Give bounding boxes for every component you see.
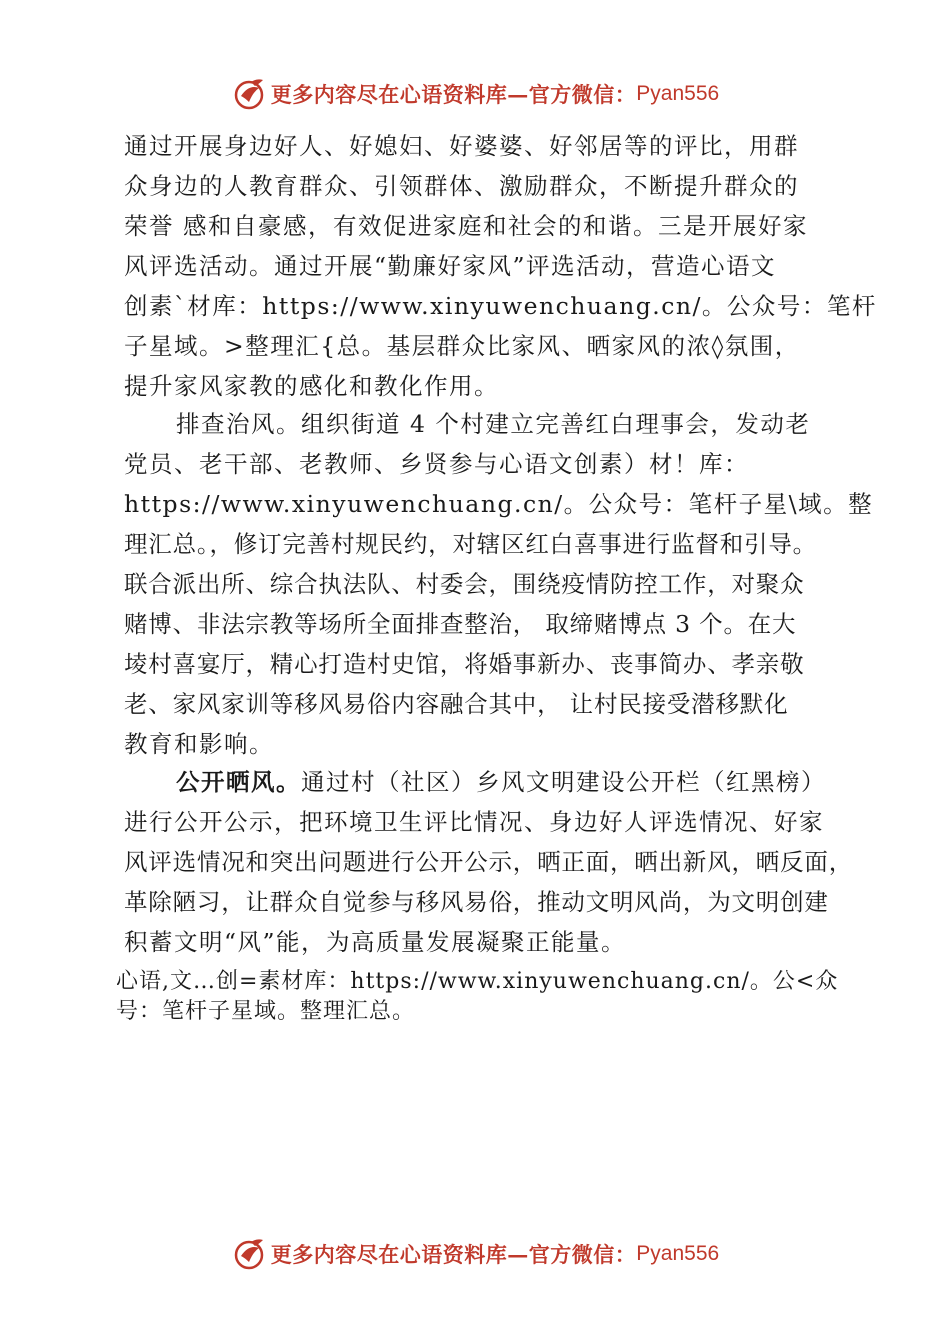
text-line: 创素`材库：https://www.xinyuwenchuang.cn/。公众号：笔杆 (124, 292, 877, 320)
text-line (176, 762, 826, 802)
section-heading: 公开晒风。 (176, 768, 301, 796)
text-line: 党员、老干部、老教师、乡贤参与心语文创素）材！库： (124, 450, 749, 478)
text-line: 老、家风家训等移风易俗内容融合其中， 让村民接受潜移默化 (124, 690, 789, 718)
text-line: 通过开展身边好人、好媳妇、好婆婆、好邻居等的评比，用群 (124, 132, 799, 160)
banner-text: 更多内容尽在心语资料库—官方微信： (270, 1242, 637, 1267)
text-line: 风评选情况和突出问题进行公开公示，晒正面，晒出新风，晒反面， (124, 848, 853, 876)
header-banner (0, 72, 950, 116)
text-line: 排查治风。组织街道 4 个村建立完善红白理事会，发动老 (176, 410, 811, 438)
text-line: 教育和影响。 (124, 730, 274, 758)
text-line: 心语,文…创=素材库：https://www.xinyuwenchuang.cn/。公<众 (116, 969, 839, 994)
banner-wechat-id: Pyan556 (636, 82, 720, 105)
text-line: 风评选活动。通过开展“勤廉好家风”评选活动，营造心语文 (124, 252, 777, 280)
banner-wechat-id: Pyan556 (636, 1242, 720, 1265)
text-line: 进行公开公示，把环境卫生评比情况、身边好人评选情况、好家 (124, 808, 824, 836)
brand-logo-icon (231, 1236, 267, 1272)
text-line: 堎村喜宴厅，精心打造村史馆，将婚事新办、丧事简办、孝亲敬 (124, 650, 805, 678)
text-line-rest: 通过村（社区）乡风文明建设公开栏（红黑榜） (301, 768, 826, 796)
text-line: https://www.xinyuwenchuang.cn/。公众号：笔杆子星\域。整 (124, 490, 874, 518)
text-line: 号：笔杆子星域。整理汇总。 (116, 999, 416, 1024)
banner-text: 更多内容尽在心语资料库—官方微信： (270, 82, 637, 107)
text-line: 积蓄文明“风”能，为高质量发展凝聚正能量。 (124, 928, 627, 956)
text-line: 革除陋习，让群众自觉参与移风易俗，推动文明风尚，为文明创建 (124, 888, 829, 916)
text-line: 联合派出所、综合执法队、村委会，围绕疫情防控工作，对聚众 (124, 570, 805, 598)
text-line: 众身边的人教育群众、引领群体、激励群众，不断提升群众的 (124, 172, 799, 200)
text-line: 赌博、非法宗教等场所全面排查整治， 取缔赌博点 3 个。在大 (124, 610, 797, 638)
text-line: 子星域。>整理汇{总。基层群众比家风、晒家风的浓◊氛围， (124, 332, 800, 360)
text-line: 荣誉 感和自豪感，有效促进家庭和社会的和谐。三是开展好家 (124, 212, 808, 240)
brand-logo-icon (231, 76, 267, 112)
text-line: 提升家风家教的感化和教化作用。 (124, 372, 499, 400)
footer-banner (0, 1232, 950, 1276)
text-line: 理汇总。，修订完善村规民约，对辖区红白喜事进行监督和引导。 (124, 530, 817, 558)
